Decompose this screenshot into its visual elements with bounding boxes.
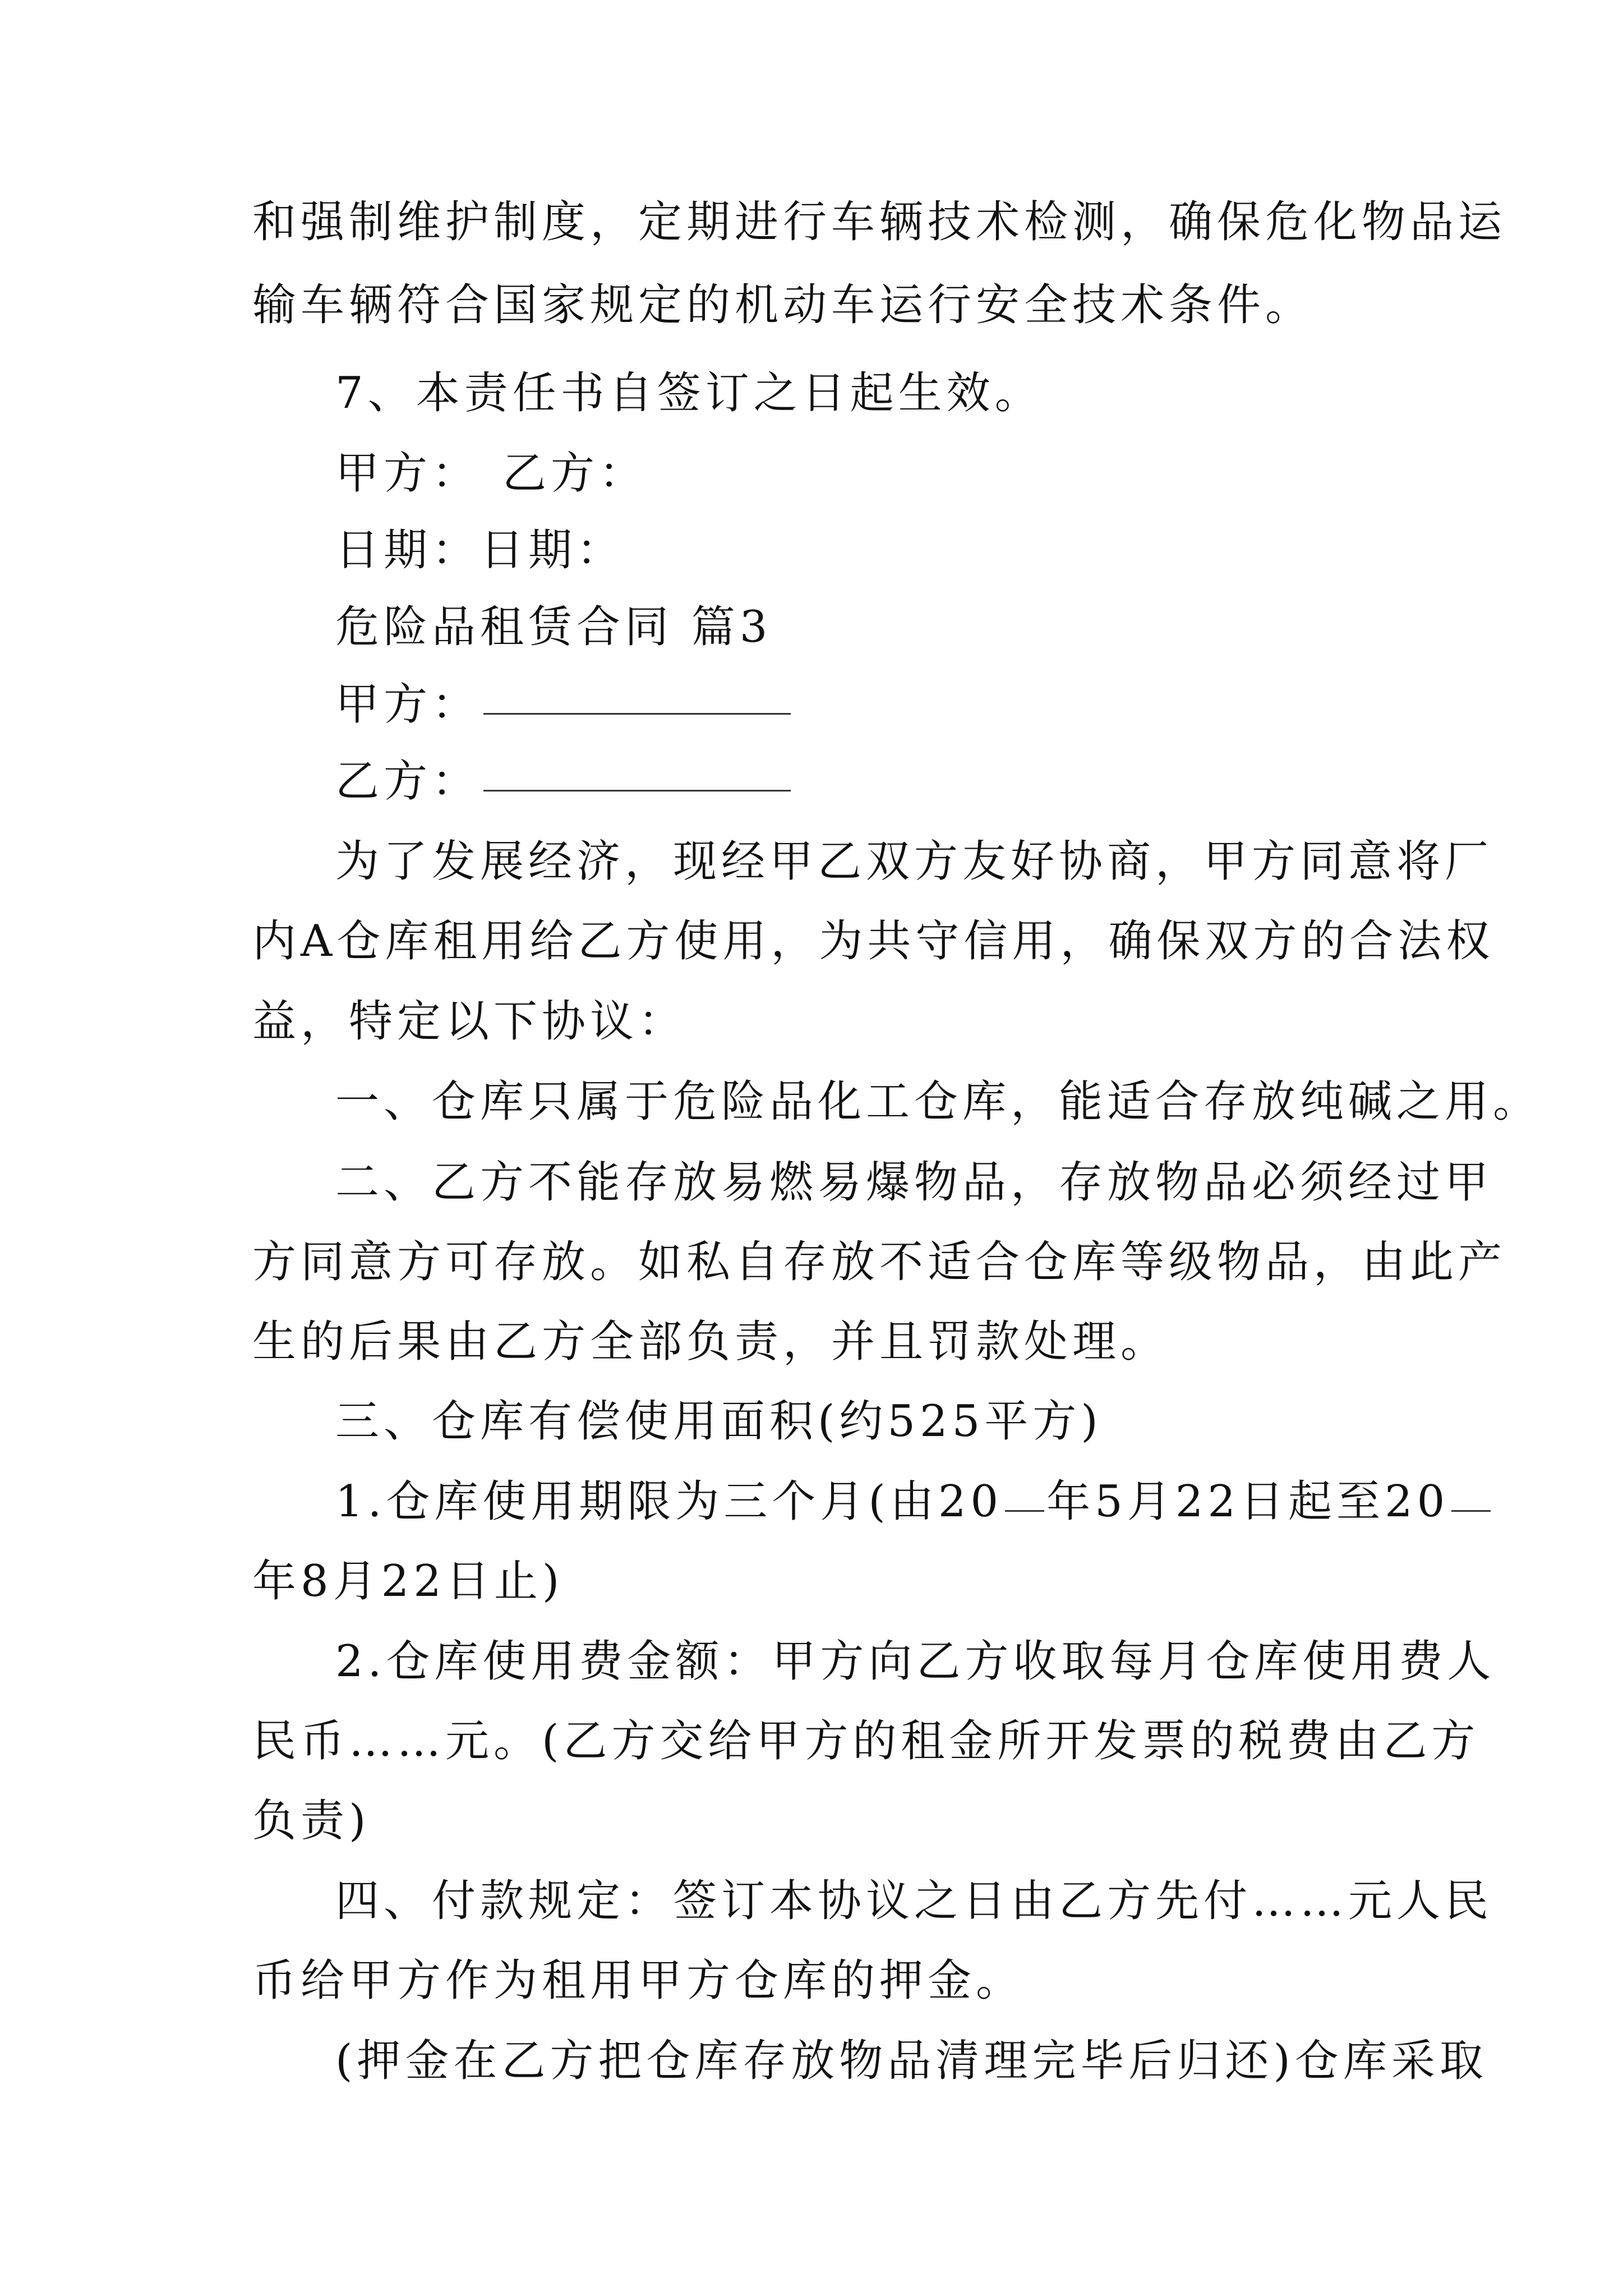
- clause-2: 二、乙方不能存放易燃易爆物品，存放物品必须经过甲: [335, 1157, 1493, 1208]
- term-line: [335, 1470, 1493, 1533]
- term-end-text: 年5月22日起至20: [1046, 1476, 1450, 1527]
- party-b-label: 乙方：: [335, 756, 481, 807]
- party-b-blank: [483, 788, 791, 792]
- paragraph-line: 输车辆符合国家规定的机动车运行安全技术条件。: [252, 280, 1314, 330]
- party-b-field: [335, 750, 791, 813]
- signature-dates: 日期：日期：: [335, 525, 625, 576]
- paragraph-line: (押金在乙方把仓库存放物品清理完毕后归还)仓库采取: [335, 2036, 1488, 2086]
- paragraph-line: 内A仓库租用给乙方使用，为共守信用，确保双方的合法权: [252, 916, 1495, 967]
- signature-parties: [335, 442, 647, 505]
- clause-4: 四、付款规定：签订本协议之日由乙方先付……元人民: [335, 1876, 1493, 1926]
- party-a-blank: [483, 711, 791, 715]
- paragraph-line: 币给甲方作为租用甲方仓库的押金。: [252, 1955, 1025, 2006]
- clause-7: 7、本责任书自签订之日起生效。: [335, 368, 1043, 418]
- paragraph-line: 为了发展经济，现经甲乙双方友好协商，甲方同意将厂: [335, 836, 1493, 887]
- party-a-label: 甲方：: [335, 448, 481, 499]
- paragraph-line: 益，特定以下协议：: [252, 996, 687, 1047]
- party-b-label: 乙方：: [502, 448, 648, 499]
- year-blank: [1451, 1508, 1491, 1512]
- party-a-field: [335, 673, 791, 736]
- paragraph-line: 民币……元。(乙方交给甲方的租金所开发票的税费由乙方: [252, 1716, 1480, 1766]
- section-title: 危险品租赁合同 篇3: [335, 602, 772, 652]
- paragraph-line: 方同意方可存放。如私自存放不适合仓库等级物品，由此产: [252, 1237, 1507, 1287]
- paragraph-line: 生的后果由乙方全部负责，并且罚款处理。: [252, 1317, 1169, 1367]
- paragraph-line: 负责): [252, 1796, 371, 1846]
- term-start-text: 1.仓库使用期限为三个月(由20: [335, 1476, 1003, 1527]
- fee-line: 2.仓库使用费金额：甲方向乙方收取每月仓库使用费人: [335, 1636, 1496, 1687]
- year-blank: [1005, 1508, 1044, 1512]
- party-a-label: 甲方：: [335, 679, 481, 730]
- paragraph-line: 和强制维护制度，定期进行车辆技术检测，确保危化物品运: [252, 197, 1507, 247]
- paragraph-line: 年8月22日止): [252, 1556, 564, 1607]
- clause-1: 一、仓库只属于危险品化工仓库，能适合存放纯碱之用。: [335, 1076, 1542, 1127]
- clause-3: 三、仓库有偿使用面积(约525平方): [335, 1396, 1103, 1447]
